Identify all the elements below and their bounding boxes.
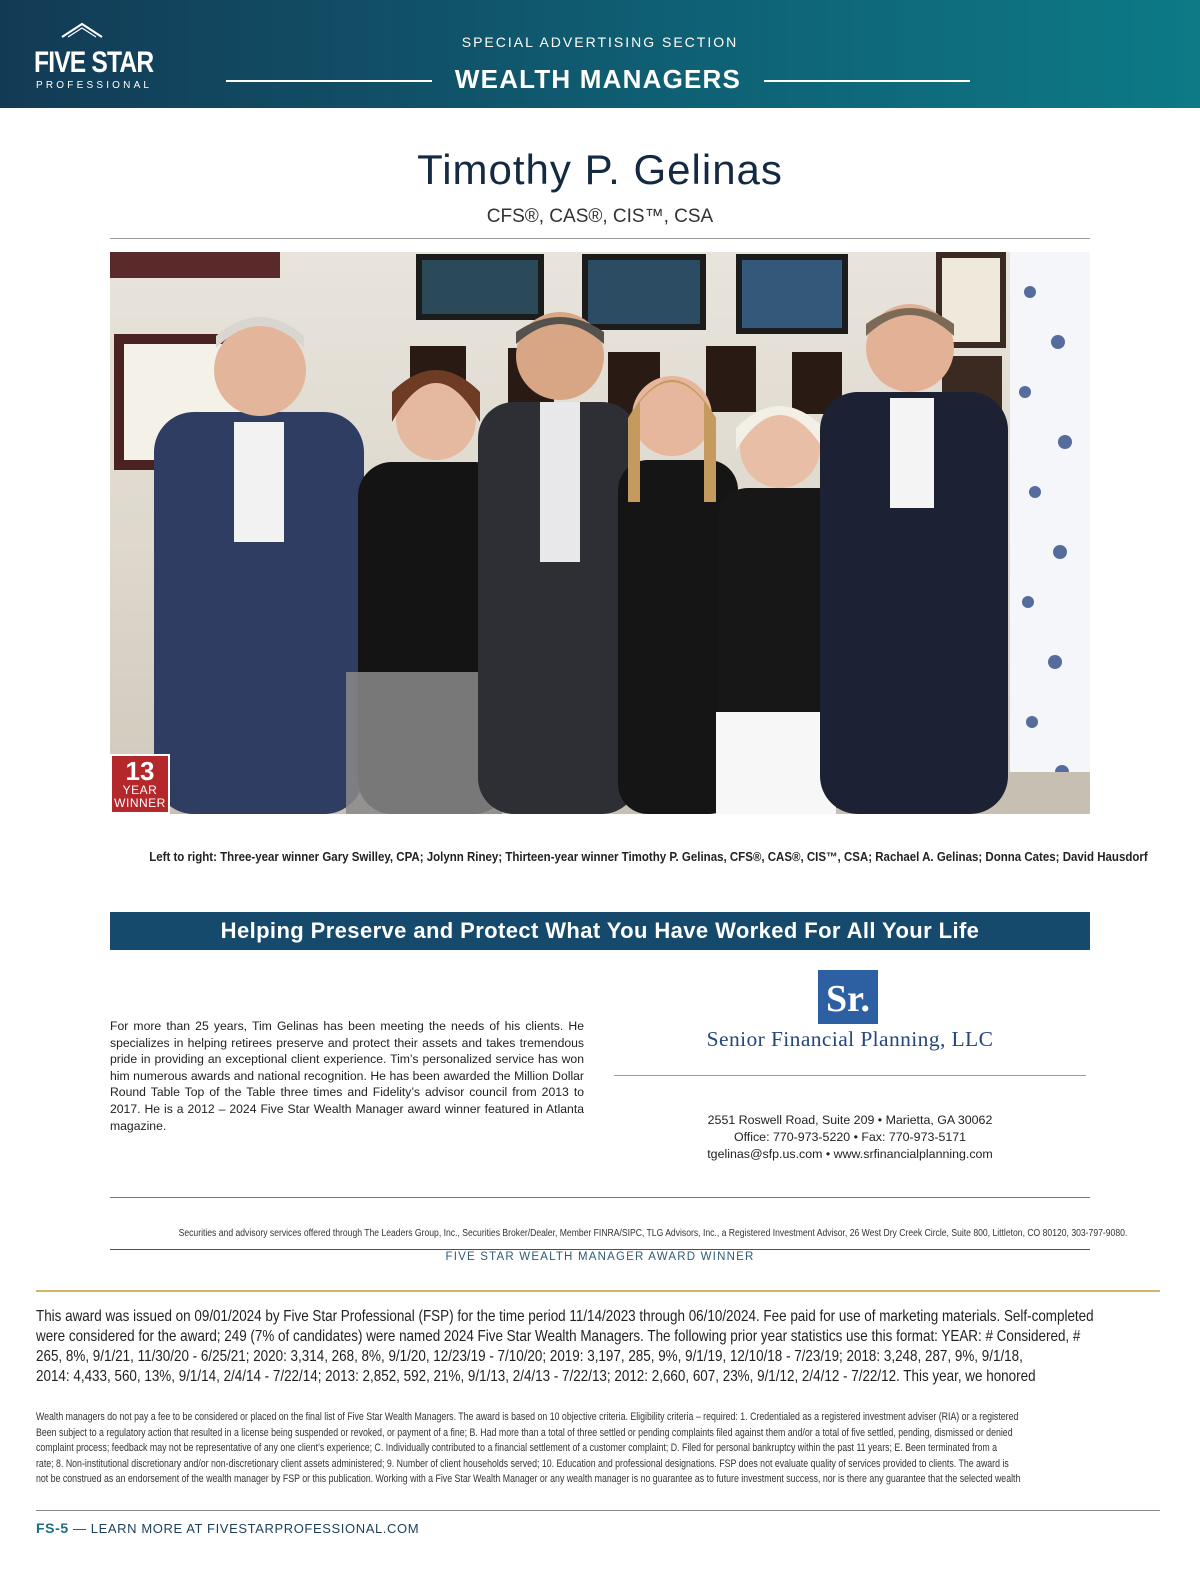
disclosure-line: This award was issued on 09/01/2024 by Five Star Professional (FSP) for the time period 11/14/2023 through 06/10/2024. Fee paid for use of marketing materials. Self-completed <box>36 1308 1094 1325</box>
logo-wordmark: FIVE STAR <box>34 46 154 79</box>
section-title-row <box>226 64 970 98</box>
badge-number: 13 <box>125 756 155 786</box>
firm-web-links[interactable]: tgelinas@sfp.us.com • www.srfinancialplanning.com <box>707 1147 993 1161</box>
logo-subtitle: PROFESSIONAL <box>36 80 153 91</box>
award-winner-label: FIVE STAR WEALTH MANAGER AWARD WINNER <box>445 1251 755 1263</box>
advisor-bio: For more than 25 years, Tim Gelinas has been meeting the needs of his clients. He specializes in helping retirees preserve and protect their assets and takes tremendous pride in providing an exceptional client experience. Tim’s personalized service has won him numerous awards and national recognition. He has been awarded the Million Dollar Round Table Top of the Table three times and Fidelity’s advisor council from 2013 to 2017. He is a 2012 – 2024 Five Star Wealth Manager award winner featured in Atlanta magazine. <box>110 1019 584 1133</box>
advisor-name: Timothy P. Gelinas <box>417 146 783 193</box>
award-disclosure <box>36 1307 1160 1387</box>
section-title: WEALTH MANAGERS <box>454 64 742 94</box>
badge-line-1: YEAR <box>122 783 158 797</box>
team-photo <box>110 252 1090 814</box>
disclosure-line: were considered for the award; 249 (7% of candidates) were named 2024 Five Star Wealth Managers. The following prior year statistics use this format: YEAR: # Considered, # <box>36 1328 1081 1345</box>
page-number: FS-5 <box>36 1520 69 1536</box>
advisor-credentials: CFS®, CAS®, CIS™, CSA <box>486 206 714 227</box>
section-eyebrow: SPECIAL ADVERTISING SECTION <box>461 34 739 50</box>
criteria-disclosure <box>36 1410 1160 1488</box>
firm-name: Senior Financial Planning, LLC <box>706 1027 994 1051</box>
divider <box>36 1510 1160 1511</box>
year-winner-badge <box>110 754 170 814</box>
firm-address: 2551 Roswell Road, Suite 209 • Marietta, GA 30062 <box>707 1113 993 1127</box>
divider <box>110 1249 1090 1250</box>
title-rule-left <box>226 80 432 82</box>
disclosure-line: Been subject to a regulatory action that resulted in a license being suspended or revoked, or payment of a fine; B. Had more than a total of three settled or pending complaints filed against them and/or a total of five settled, pending, dismissed or denied <box>36 1426 1013 1439</box>
divider <box>110 238 1090 239</box>
disclosure-line: rate; 8. Non-institutional discretionary and/or non-discretionary client assets administered; 9. Number of client households served; 10. Education and professional designations. FSP does not evaluate quality of services provided to clients. The award is <box>36 1457 1009 1470</box>
tagline-bar: Helping Preserve and Protect What You Have Worked For All Your Life <box>110 912 1090 950</box>
page-footer <box>36 1520 419 1536</box>
header-banner <box>0 0 1200 108</box>
team-photo-illustration <box>110 252 1090 814</box>
gold-divider <box>36 1290 1160 1292</box>
disclosure-line: complaint process; feedback may not be representative of any one client’s experience; C. Individually contributed to a financial settlement of a customer complaint; D. Filed for personal bankruptcy within the past 11 years; E. Been terminated from a <box>36 1442 998 1455</box>
photo-caption: Left to right: Three-year winner Gary Swilley, CPA; Jolynn Riney; Thirteen-year winner Timothy P. Gelinas, CFS®, CAS®, CIS™, CSA; Rachael A. Gelinas; Donna Cates; David Hausdorf <box>149 850 1148 864</box>
badge-line-2: WINNER <box>114 796 166 810</box>
five-star-logo[interactable] <box>34 22 154 94</box>
title-rule-right <box>764 80 970 82</box>
firm-logo-mark: Sr. <box>818 970 878 1024</box>
securities-disclosure: Securities and advisory services offered through The Leaders Group, Inc., Securities Broker/Dealer, Member FINRA/SIPC, TLG Advisors, Inc., a Registered Investment Advisor, 26 West Dry Creek Circle, Suite 800, Littleton, CO 80120, 303-797-9080. <box>178 1228 1128 1239</box>
divider <box>614 1075 1086 1076</box>
disclosure-line: 2014: 4,433, 560, 13%, 9/1/14, 2/4/14 - 7/22/14; 2013: 2,852, 592, 21%, 9/1/13, 2/4/13 - 7/22/13; 2012: 2,660, 607, 23%, 9/1/12, 2/4/12 - 7/22/12. This year, we honored <box>36 1368 1036 1385</box>
disclosure-line: 265, 8%, 9/1/21, 11/30/20 - 6/25/21; 2020: 3,314, 268, 8%, 9/1/20, 12/23/19 - 7/10/20; 2019: 3,197, 285, 9%, 9/1/19, 12/10/18 - 7/23/19; 2018: 3,248, 287, 9%, 9/1/18, <box>36 1348 1023 1365</box>
disclosure-line: Wealth managers do not pay a fee to be considered or placed on the final list of Five Star Wealth Managers. The award is based on 10 objective criteria. Eligibility criteria – required: 1. Credentialed as a registered investment adviser (RIA) or a registered <box>36 1411 1019 1423</box>
disclosure-line: not be construed as an endorsement of the wealth manager by FSP or this publication. Working with a Five Star Wealth Manager or any wealth manager is no guarantee as to future investment success, nor is there any guarantee that the selected wealth <box>36 1473 1021 1486</box>
divider <box>110 1197 1090 1198</box>
footer-link-text[interactable]: — LEARN MORE AT FIVESTARPROFESSIONAL.COM <box>68 1521 420 1536</box>
firm-phones: Office: 770-973-5220 • Fax: 770-973-5171 <box>733 1130 967 1144</box>
